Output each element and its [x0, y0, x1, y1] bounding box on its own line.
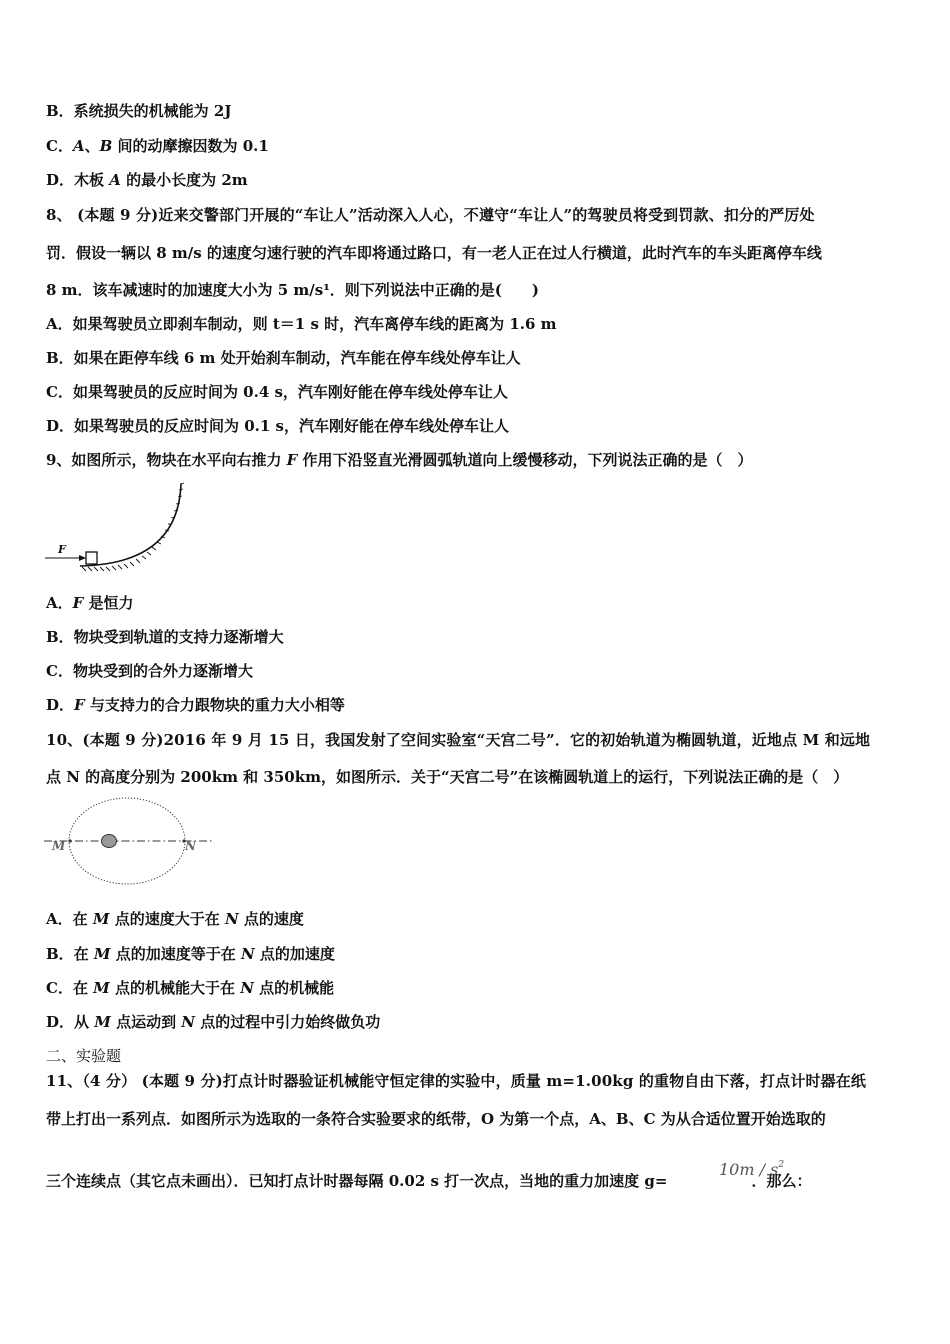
block [86, 552, 97, 564]
q9-stem: 9、如图所示，物块在水平向右推力 F 作用下沿竖直光滑圆弧轨道向上缓慢移动，下列说法正确的是（ ） [46, 451, 753, 469]
q9-option-c: C．物块受到的合外力逐渐增大 [46, 662, 253, 680]
q9-option-a: A．F 是恒力 [46, 594, 134, 612]
q8-option-a: A．如果驾驶员立即刹车制动，则 t＝1 s 时，汽车离停车线的距离为 1.6 m [46, 315, 557, 333]
q8-option-b: B．如果在距停车线 6 m 处开始刹车制动，汽车能在停车线处停车让人 [46, 349, 521, 367]
arrowhead [79, 555, 86, 561]
q10-option-d: D．从 M 点运动到 N 点的过程中引力始终做负功 [46, 1013, 381, 1031]
section-title: 二、实验题 [46, 1047, 122, 1065]
q8-option-d: D．如果驾驶员的反应时间为 0.1 s，汽车刚好能在停车线处停车让人 [46, 417, 509, 435]
point-m [68, 839, 71, 842]
label-n: N [185, 839, 196, 853]
q11-stem-line-2: 带上打出一系列点．如图所示为选取的一条符合实验要求的纸带，O 为第一个点，A、B、C 为从合适位置开始选取的 [46, 1110, 826, 1128]
earth [102, 835, 117, 848]
q8-stem-line-2: 罚．假设一辆以 8 m/s 的速度匀速行驶的汽车即将通过路口，有一老人正在过人行横道，此时汽车的车头距离停车线 [46, 244, 822, 262]
q8-option-c: C．如果驾驶员的反应时间为 0.4 s，汽车刚好能在停车线处停车让人 [46, 383, 508, 401]
q10-stem-line-1: 10、(本题 9 分)2016 年 9 月 15 日，我国发射了空间实验室“天宫二号”．它的初始轨道为椭圆轨道，近地点 M 和远地 [46, 731, 871, 749]
q7-option-b: B．系统损失的机械能为 2J [46, 102, 232, 120]
force-label: F [58, 543, 66, 556]
label-m: M [52, 839, 66, 853]
q10-option-a: A．在 M 点的速度大于在 N 点的速度 [46, 910, 304, 928]
q7-option-c: C．A、B 间的动摩擦因数为 0.1 [46, 137, 269, 155]
q10-option-b: B．在 M 点的加速度等于在 N 点的加速度 [46, 945, 335, 963]
q9-option-d: D．F 与支持力的合力跟物块的重力大小相等 [46, 696, 345, 714]
q8-stem-line-3: 8 m．该车减速时的加速度大小为 5 m/s¹．则下列说法中正确的是( ) [46, 281, 539, 299]
q10-option-c: C．在 M 点的机械能大于在 N 点的机械能 [46, 979, 335, 997]
q10-stem-line-2: 点 N 的高度分别为 200km 和 350km，如图所示．关于“天宫二号”在该椭圆轨道上的运行，下列说法正确的是（ ） [46, 768, 849, 786]
q11-stem-line-3: 三个连续点（其它点未画出）．已知打点计时器每隔 0.02 s 打一次点，当地的重力加速度 g= ．那么： [46, 1172, 812, 1190]
curved-track-figure [40, 480, 200, 575]
q7-option-d: D．木板 A 的最小长度为 2m [46, 171, 248, 189]
q8-stem-line-1: 8、 (本题 9 分)近来交警部门开展的“车让人”活动深入人心，不遵守“车让人”的驾驶员将受到罚款、扣分的严厉处 [46, 206, 815, 224]
ellipse-orbit-figure [42, 795, 217, 890]
q9-option-b: B．物块受到轨道的支持力逐渐增大 [46, 628, 284, 646]
g-value-formula: $10m / s^2$ [719, 1160, 785, 1179]
q11-stem-line-1: 11、（4 分） (本题 9 分)打点计时器验证机械能守恒定律的实验中，质量 m=1.00kg 的重物自由下落，打点计时器在纸 [46, 1072, 867, 1090]
